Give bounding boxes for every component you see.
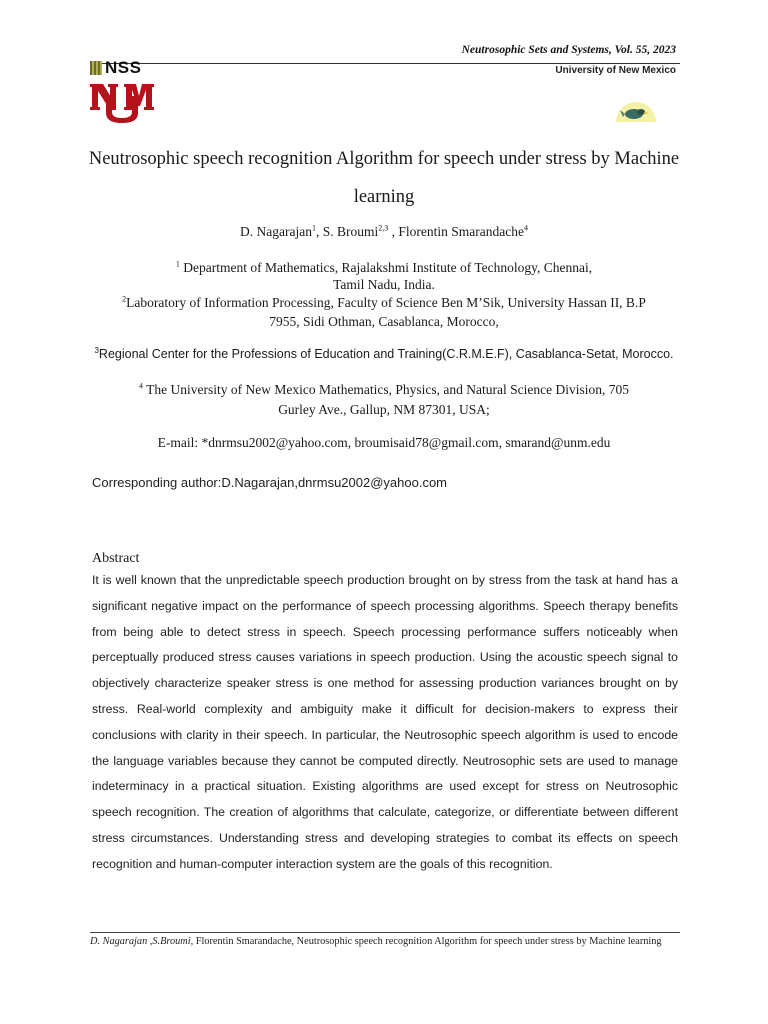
page-footer (90, 935, 680, 949)
abstract-body: It is well known that the unpredictable speech production brought on by stress from the task at hand has a significant negative impact on the performance of speech processing algorithms. Speech therapy benefits from being able to detect stress in speech. Speech processing performance suffers noticeably when perceptually produced stress causes variations in speech production. Using the acoustic speech signal to objectively characterize speaker stress is one method for assessing production variances brought on by stress. Real-world complexity and ambiguity make it difficult for decision-makers to express their conclusions with clarity in their speech. In particular, the Neutrosophic speech algorithm is used to encode the language variables because they cannot be computed directly. Neutrosophic sets are used to manage indeterminacy in a practical situation. Existing algorithms are used except for stress on Neutrosophic speech recognition. The creation of algorithms that calculate, categorize, or differentiate between different stress circumstances. Understanding stress and developing strategies to combat its effects on speech recognition and human-computer interaction system are the goals of this recognition. (92, 573, 678, 871)
affiliation-text: Tamil Nadu, India. (333, 277, 435, 292)
journal-name: Neutrosophic Sets and Systems, Vol. 55, 2023 (461, 44, 676, 56)
bird-logo-icon (614, 98, 658, 127)
nss-logo-mark-icon (90, 61, 102, 75)
author-name: S. Broumi (322, 224, 379, 239)
footer-authors: D. Nagarajan ,S.Broumi, (90, 936, 194, 947)
abstract-heading: Abstract (92, 551, 140, 566)
corresponding-author: Corresponding author:D.Nagarajan,dnrmsu2002@yahoo.com (92, 475, 448, 490)
header-rule (92, 63, 680, 64)
author-name: D. Nagarajan (240, 224, 312, 239)
affiliation-sup: 3 (94, 345, 99, 355)
author-separator: , (315, 224, 323, 239)
author-sup: 4 (523, 223, 528, 233)
affiliation-text: Gurley Ave., Gallup, NM 87301, USA; (278, 402, 490, 417)
affiliation-sup: 2 (122, 294, 127, 304)
nss-logo-text: NSS (105, 58, 142, 77)
affiliation-sup: 1 (175, 259, 180, 269)
affiliation-4 (60, 380, 708, 420)
author-name: Florentin Smarandache (398, 224, 524, 239)
email-line: E-mail: *dnrmsu2002@yahoo.com, broumisaid78@gmail.com, smarand@unm.edu (157, 435, 611, 450)
affiliation-1 (60, 259, 708, 293)
affiliation-text: Department of Mathematics, Rajalakshmi Institute of Technology, Chennai, (179, 260, 593, 275)
author-list (0, 224, 768, 240)
affiliation-text: 7955, Sidi Othman, Casablanca, Morocco, (269, 314, 499, 329)
author-sup: 2,3 (378, 223, 389, 233)
affiliation-2 (60, 293, 708, 331)
affiliation-3 (40, 346, 728, 363)
author-separator: , (388, 224, 399, 239)
affiliation-text: Regional Center for the Professions of Education and Training(C.R.M.E.F), Casablanca-Setat, Morocco. (98, 347, 674, 361)
footer-citation: Florentin Smarandache, Neutrosophic speech recognition Algorithm for speech under stress by Machine learning (193, 936, 662, 947)
affiliation-text: The University of New Mexico Mathematics, Physics, and Natural Science Division, 705 (142, 382, 630, 397)
nss-logo (90, 58, 141, 78)
footer-rule (90, 932, 680, 933)
author-sup: 1 (311, 223, 316, 233)
university-name: University of New Mexico (555, 65, 676, 76)
affiliation-text: Laboratory of Information Processing, Faculty of Science Ben M’Sik, University Hassan II, B.P (126, 295, 646, 310)
affiliation-sup: 4 (138, 381, 143, 391)
unm-logo-icon (90, 82, 154, 129)
paper-title: Neutrosophic speech recognition Algorithm for speech under stress by Machine learning (88, 149, 680, 207)
